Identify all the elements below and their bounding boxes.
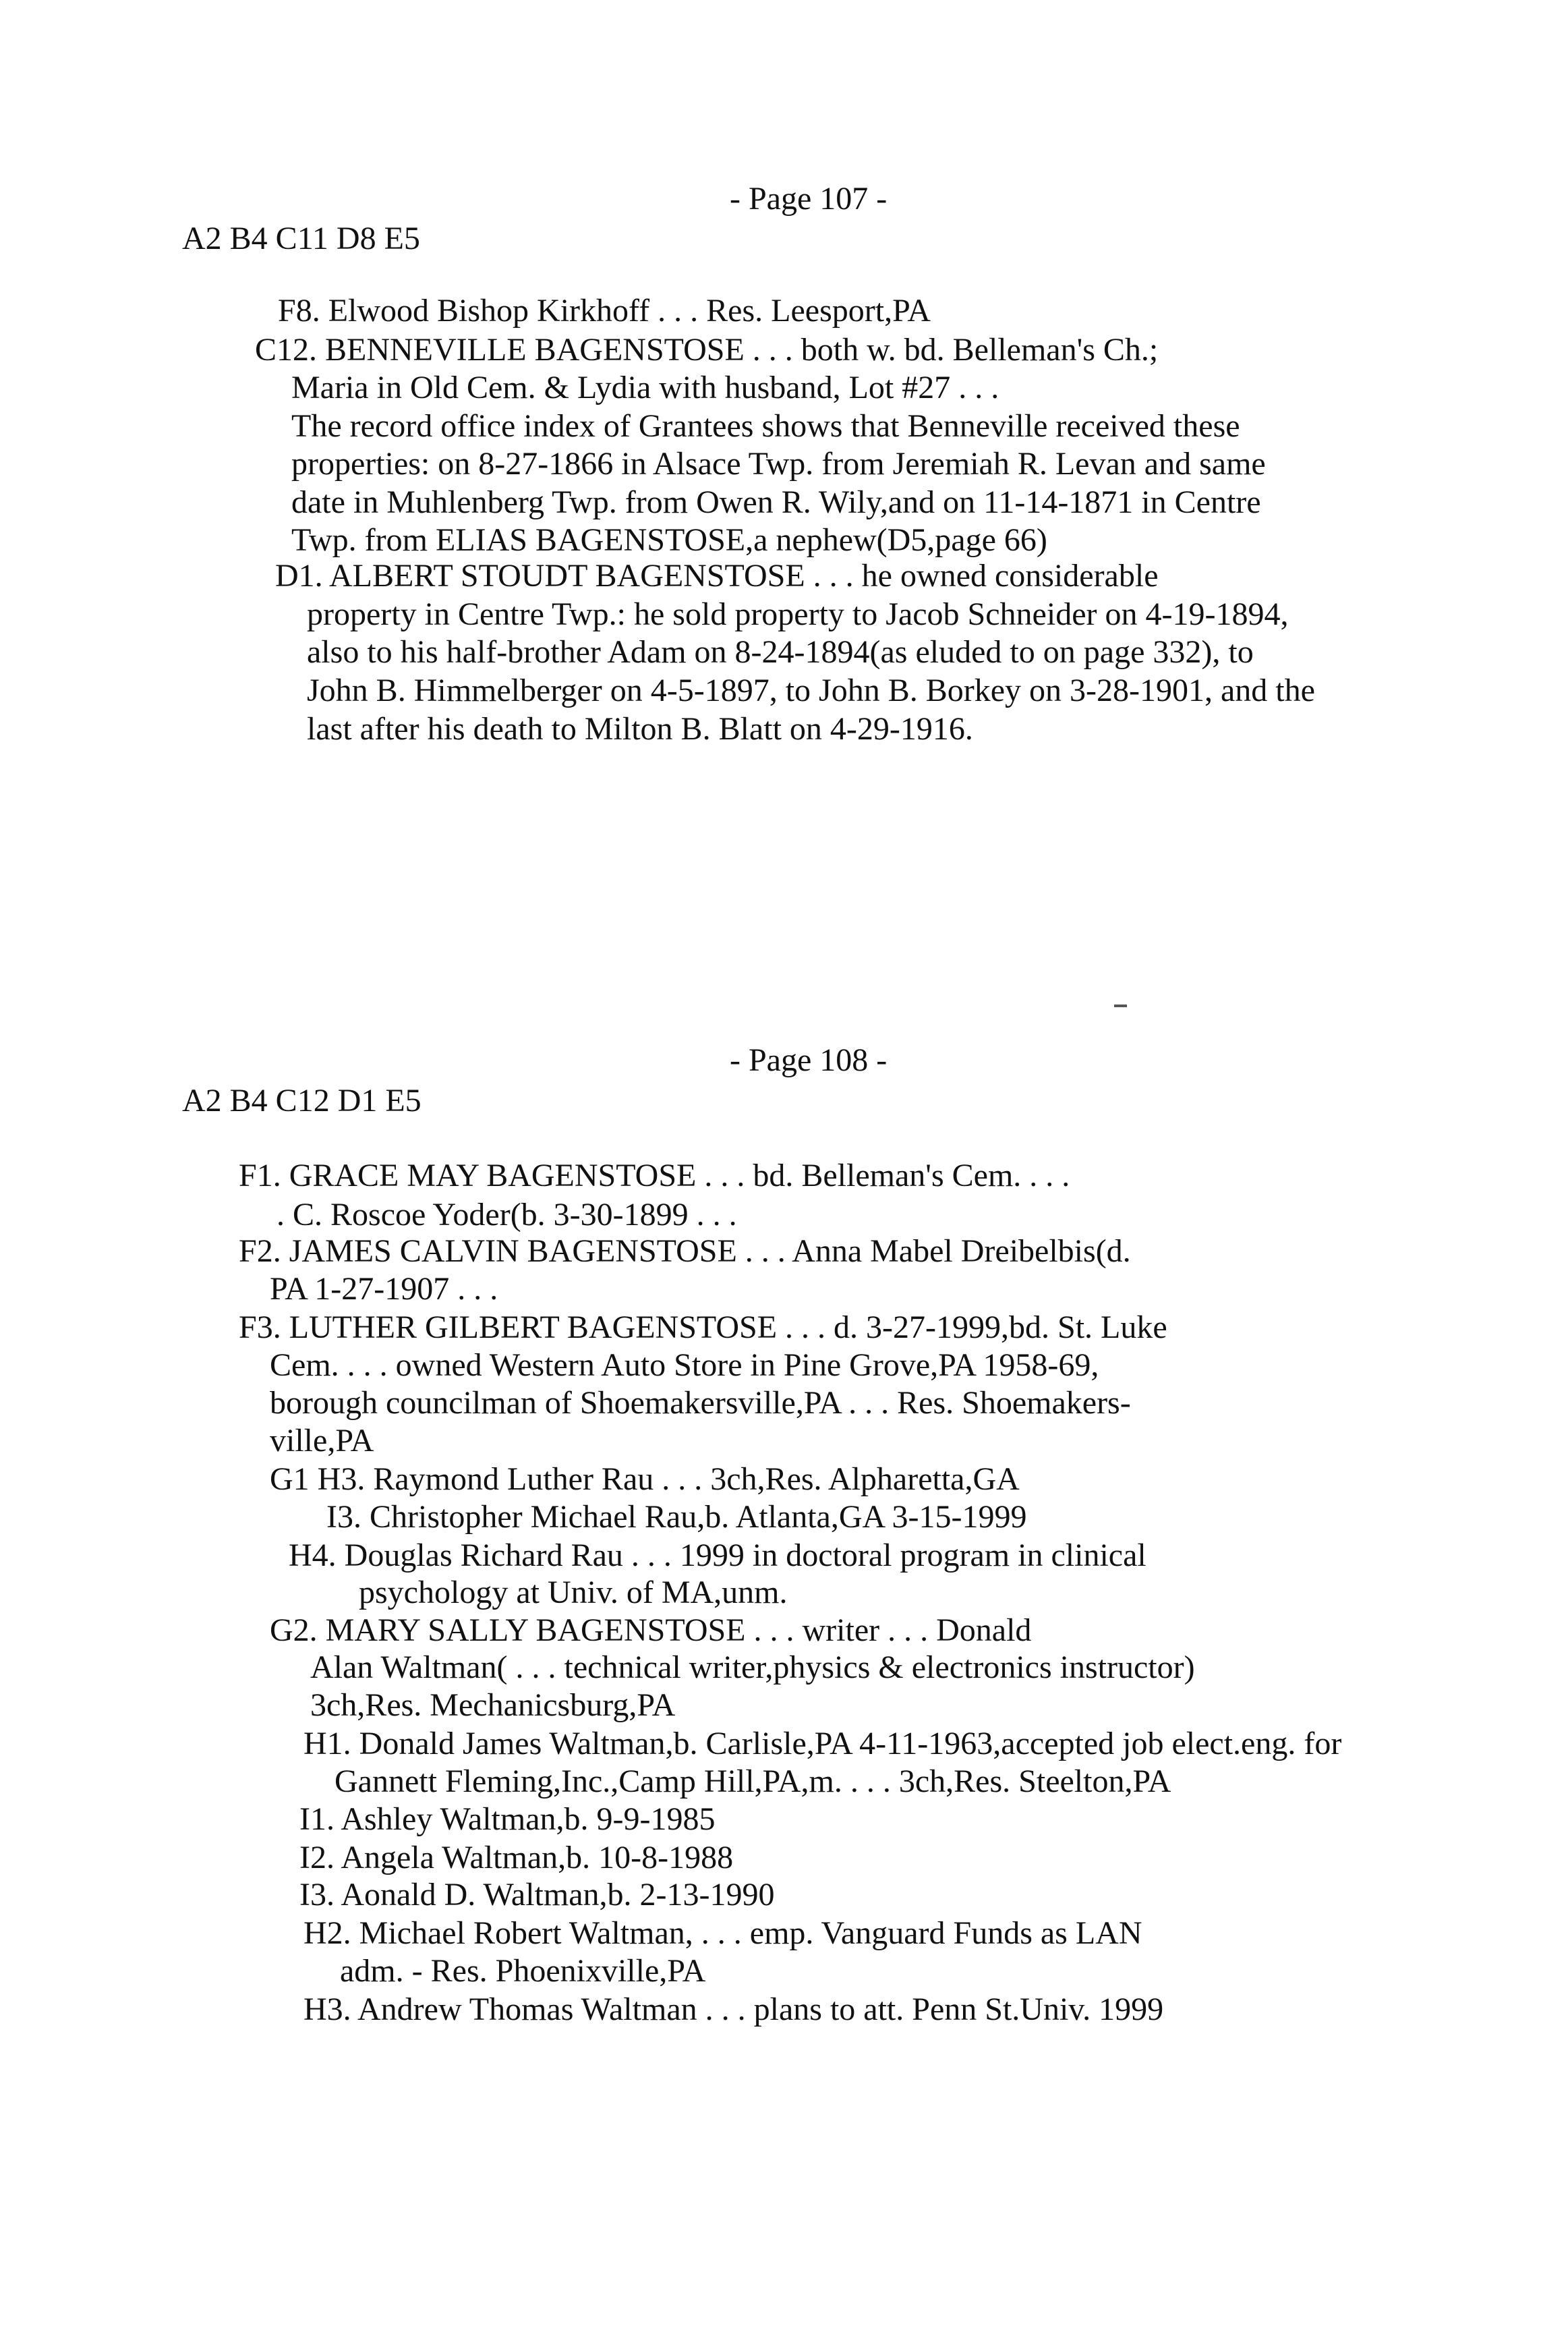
scan-speck [1114, 1005, 1127, 1007]
entry-line: Gannett Fleming,Inc.,Camp Hill,PA,m. . . . 3ch,Res. Steelton,PA [335, 1763, 1171, 1799]
page-108-title: - Page 108 - [730, 1042, 888, 1078]
entry-line: adm. - Res. Phoenixville,PA [340, 1953, 706, 1989]
entry-line: property in Centre Twp.: he sold property to Jacob Schneider on 4-19-1894, [307, 596, 1289, 632]
entry-line: C12. BENNEVILLE BAGENSTOSE . . . both w. bd. Belleman's Ch.; [255, 332, 1159, 368]
entry-line: G1 H3. Raymond Luther Rau . . . 3ch,Res. Alpharetta,GA [270, 1461, 1020, 1497]
entry-line: The record office index of Grantees shows that Benneville received these [291, 408, 1240, 444]
page-107-code: A2 B4 C11 D8 E5 [182, 221, 420, 256]
entry-line: properties: on 8-27-1866 in Alsace Twp. from Jeremiah R. Levan and same [291, 446, 1266, 482]
entry-line: H2. Michael Robert Waltman, . . . emp. Vanguard Funds as LAN [303, 1915, 1142, 1951]
entry-line: I2. Angela Waltman,b. 10-8-1988 [299, 1840, 734, 1875]
entry-line: F3. LUTHER GILBERT BAGENSTOSE . . . d. 3-27-1999,bd. St. Luke [239, 1309, 1167, 1345]
entry-line: Alan Waltman( . . . technical writer,physics & electronics instructor) [310, 1649, 1195, 1685]
entry-line: PA 1-27-1907 . . . [270, 1271, 498, 1307]
entry-line: last after his death to Milton B. Blatt on 4-29-1916. [307, 711, 973, 747]
entry-line: Maria in Old Cem. & Lydia with husband, Lot #27 . . . [291, 370, 999, 405]
entry-line: John B. Himmelberger on 4-5-1897, to John B. Borkey on 3-28-1901, and the [307, 673, 1315, 708]
entry-line: G2. MARY SALLY BAGENSTOSE . . . writer . . . Donald [270, 1612, 1032, 1648]
page-108-code: A2 B4 C12 D1 E5 [182, 1083, 422, 1119]
entry-line: I3. Aonald D. Waltman,b. 2-13-1990 [299, 1877, 775, 1913]
entry-line: H4. Douglas Richard Rau . . . 1999 in doctoral program in clinical [289, 1537, 1146, 1573]
entry-line: H1. Donald James Waltman,b. Carlisle,PA 4-11-1963,accepted job elect.eng. for [303, 1726, 1342, 1761]
entry-line: I3. Christopher Michael Rau,b. Atlanta,GA 3-15-1999 [326, 1499, 1027, 1535]
entry-line: I1. Ashley Waltman,b. 9-9-1985 [299, 1801, 716, 1837]
entry-line: H3. Andrew Thomas Waltman . . . plans to att. Penn St.Univ. 1999 [303, 1991, 1164, 2027]
entry-line: D1. ALBERT STOUDT BAGENSTOSE . . . he owned considerable [275, 558, 1159, 594]
entry-line: . C. Roscoe Yoder(b. 3-30-1899 . . . [277, 1197, 737, 1233]
entry-line: Twp. from ELIAS BAGENSTOSE,a nephew(D5,page 66) [291, 522, 1047, 558]
page-107-title: - Page 107 - [730, 181, 888, 217]
entry-line: ville,PA [270, 1423, 374, 1459]
entry-line: 3ch,Res. Mechanicsburg,PA [310, 1687, 676, 1723]
entry-line: F8. Elwood Bishop Kirkhoff . . . Res. Leesport,PA [278, 293, 931, 329]
entry-line: F1. GRACE MAY BAGENSTOSE . . . bd. Belleman's Cem. . . . [239, 1158, 1070, 1193]
entry-line: also to his half-brother Adam on 8-24-1894(as eluded to on page 332), to [307, 634, 1254, 670]
entry-line: borough councilman of Shoemakersville,PA . . . Res. Shoemakers- [270, 1385, 1131, 1421]
entry-line: psychology at Univ. of MA,unm. [359, 1575, 788, 1610]
entry-line: Cem. . . . owned Western Auto Store in Pine Grove,PA 1958-69, [270, 1347, 1099, 1383]
entry-line: date in Muhlenberg Twp. from Owen R. Wily,and on 11-14-1871 in Centre [291, 484, 1261, 520]
entry-line: F2. JAMES CALVIN BAGENSTOSE . . . Anna Mabel Dreibelbis(d. [239, 1233, 1131, 1269]
